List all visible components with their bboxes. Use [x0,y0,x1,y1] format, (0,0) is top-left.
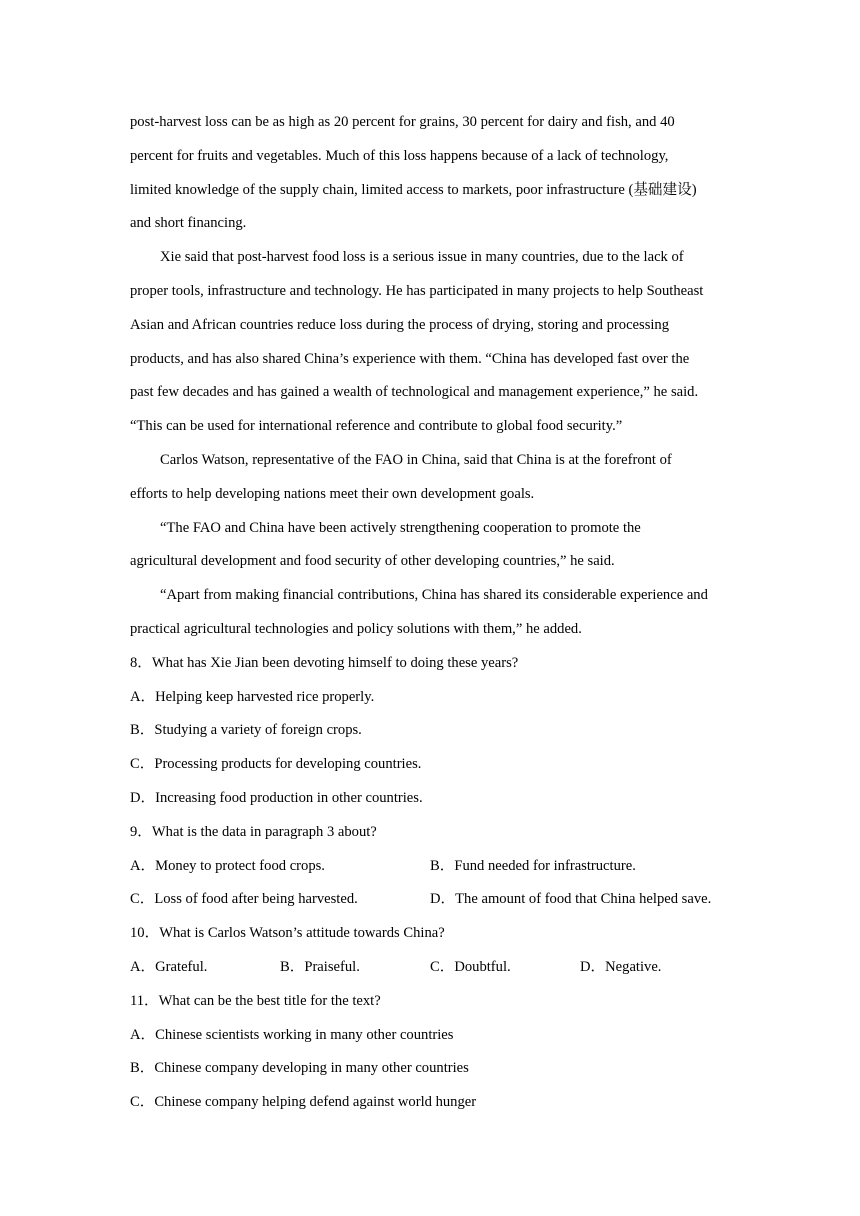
page-content [130,109,738,1123]
passage-line: efforts to help developing nations meet their own development goals. [130,485,535,502]
question-stem: 9．What is the data in paragraph 3 about? [130,823,377,840]
answer-option-d[interactable]: D．Negative. [580,958,662,975]
passage-line: and short financing. [130,215,247,232]
passage [130,109,738,650]
answer-option-c[interactable]: C．Doubtful. [430,958,511,975]
passage-line: “The FAO and China have been actively strengthening cooperation to promote the [160,519,641,536]
passage-line: past few decades and has gained a wealth of technological and management experience,” he said. [130,384,699,401]
passage-line: products, and has also shared China’s experience with them. “China has developed fast over the [130,350,690,367]
answer-option-b[interactable]: B．Fund needed for infrastructure. [430,857,636,874]
answer-option-a[interactable]: A．Money to protect food crops. [130,857,325,874]
question-stem: 11．What can be the best title for the text? [130,992,381,1009]
question-9 [130,819,738,920]
answer-option-b[interactable]: B．Praiseful. [280,958,360,975]
question-stem: 10．What is Carlos Watson’s attitude towards China? [130,925,445,942]
passage-line: proper tools, infrastructure and technology. He has participated in many projects to help Southeast [130,282,704,299]
answer-option-a[interactable]: A．Grateful. [130,958,208,975]
option-row [130,853,738,887]
passage-line: agricultural development and food security of other developing countries,” he said. [130,553,615,570]
passage-line: limited knowledge of the supply chain, limited access to markets, poor infrastructure (基础建设) [130,181,697,198]
answer-option-b[interactable]: B．Chinese company developing in many other countries [130,1060,469,1077]
option-row [130,886,738,920]
answer-option-d[interactable]: D．Increasing food production in other countries. [130,789,423,806]
answer-option-c[interactable]: C．Chinese company helping defend against world hunger [130,1094,477,1111]
passage-line: Xie said that post-harvest food loss is a serious issue in many countries, due to the lack of [160,249,684,266]
passage-line: “Apart from making financial contributions, China has shared its considerable experience and [160,587,708,604]
question-8 [130,650,738,819]
question-stem: 8．What has Xie Jian been devoting himself to doing these years? [130,654,519,671]
passage-line: practical agricultural technologies and policy solutions with them,” he added. [130,620,582,637]
question-10 [130,920,738,988]
answer-option-c[interactable]: C．Loss of food after being harvested. [130,891,358,908]
answer-option-b[interactable]: B．Studying a variety of foreign crops. [130,722,362,739]
passage-line: Asian and African countries reduce loss during the process of drying, storing and processing [130,316,670,333]
passage-line: percent for fruits and vegetables. Much of this loss happens because of a lack of technology, [130,147,669,164]
answer-option-a[interactable]: A．Helping keep harvested rice properly. [130,688,375,705]
option-row [130,954,738,988]
answer-option-a[interactable]: A．Chinese scientists working in many other countries [130,1026,454,1043]
question-11 [130,988,738,1123]
passage-line: post-harvest loss can be as high as 20 percent for grains, 30 percent for dairy and fish, and 40 [130,114,675,130]
answer-option-c[interactable]: C．Processing products for developing countries. [130,756,422,773]
passage-line: “This can be used for international reference and contribute to global food security.” [130,418,623,435]
passage-line: Carlos Watson, representative of the FAO in China, said that China is at the forefront of [160,451,672,468]
answer-option-d[interactable]: D．The amount of food that China helped save. [430,891,712,908]
